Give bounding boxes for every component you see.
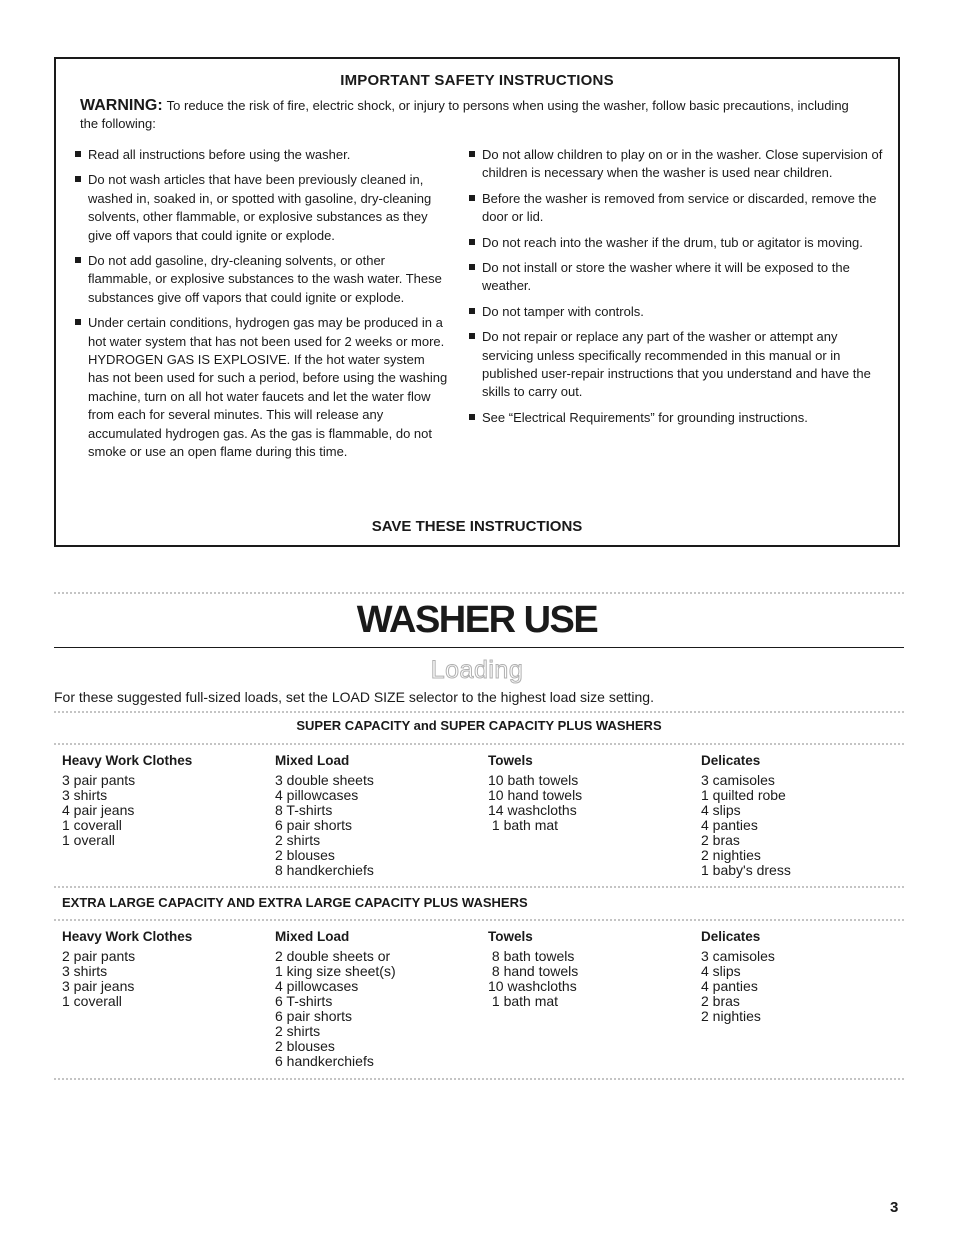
safety-item bbox=[468, 303, 888, 321]
load-item: 1 overall bbox=[62, 832, 115, 848]
safety-list-left bbox=[74, 146, 448, 469]
load-item: 1 coverall bbox=[62, 817, 122, 833]
subsection-title: Loading bbox=[430, 656, 524, 684]
load-item: 8 bath towels bbox=[488, 948, 575, 964]
bullet-square-icon bbox=[469, 308, 475, 314]
load-item: 4 pair jeans bbox=[62, 802, 135, 818]
safety-item bbox=[468, 409, 888, 427]
safety-title: IMPORTANT SAFETY INSTRUCTIONS bbox=[340, 72, 614, 89]
load-item: 1 bath mat bbox=[488, 993, 559, 1009]
safety-item bbox=[74, 146, 448, 164]
load-item: 4 panties bbox=[701, 978, 758, 994]
bullet-square-icon bbox=[75, 257, 81, 263]
warning-label: WARNING: bbox=[80, 97, 163, 114]
bullet-square-icon bbox=[469, 151, 475, 157]
section-title: WASHER USE bbox=[356, 599, 598, 641]
safety-item-text: Under certain conditions, hydrogen gas may be produced in a hot water system that has not been used for 2 weeks or more. HYDROGEN GAS IS EXPLOSIVE. If the hot water system has not been used for such a period, before using the washing machine, turn on all hot water faucets and let the water flow from each for several minutes. This will release any accumulated hydrogen gas. As the gas is flammable, do not smoke or use an open flame during this time. bbox=[88, 315, 448, 460]
safety-item bbox=[468, 190, 888, 227]
safety-item bbox=[468, 234, 888, 252]
title-rule bbox=[54, 647, 904, 648]
bullet-square-icon bbox=[75, 319, 81, 325]
load-column bbox=[488, 753, 688, 833]
safety-item-text: Do not install or store the washer where it will be exposed to the weather. bbox=[482, 260, 850, 294]
warning-text: To reduce the risk of fire, electric shock, or injury to persons when using the washer, follow basic precautions, including the following: bbox=[80, 98, 849, 131]
safety-item bbox=[74, 171, 448, 245]
load-item: 8 handkerchiefs bbox=[275, 862, 374, 878]
load-column bbox=[701, 929, 901, 1024]
safety-instructions-box bbox=[54, 57, 900, 547]
load-item: 2 pair pants bbox=[62, 948, 136, 964]
intro-text: For these suggested full-sized loads, set the LOAD SIZE selector to the highest load size setting. bbox=[54, 689, 654, 705]
divider bbox=[54, 711, 904, 713]
load-item: 2 blouses bbox=[275, 1038, 335, 1054]
load-column bbox=[275, 929, 475, 1069]
table-heading: EXTRA LARGE CAPACITY AND EXTRA LARGE CAPACITY PLUS WASHERS bbox=[62, 895, 528, 910]
load-item: 2 shirts bbox=[275, 832, 321, 848]
column-header: Mixed Load bbox=[275, 929, 350, 944]
load-item: 3 shirts bbox=[62, 963, 108, 979]
load-item: 1 king size sheet(s) bbox=[275, 963, 396, 979]
load-column bbox=[488, 929, 688, 1009]
safety-item-text: Do not allow children to play on or in the washer. Close supervision of children is necessary when the washer is used near children. bbox=[482, 147, 883, 181]
load-item: 3 pair pants bbox=[62, 772, 136, 788]
safety-item-text: Do not wash articles that have been previously cleaned in, washed in, soaked in, or spotted with gasoline, dry-cleaning solvents, other flammable, or explosive substances as they give off vapors that could ignite or explode. bbox=[88, 172, 432, 243]
load-item: 1 baby's dress bbox=[701, 862, 791, 878]
bullet-square-icon bbox=[469, 239, 475, 245]
load-item: 3 camisoles bbox=[701, 948, 775, 964]
bullet-square-icon bbox=[75, 151, 81, 157]
load-item: 2 bras bbox=[701, 993, 740, 1009]
safety-list-right bbox=[468, 146, 888, 434]
load-item: 4 pillowcases bbox=[275, 978, 359, 994]
load-item: 4 slips bbox=[701, 802, 741, 818]
load-item: 2 blouses bbox=[275, 847, 335, 863]
load-item: 2 shirts bbox=[275, 1023, 321, 1039]
column-header: Delicates bbox=[701, 753, 761, 768]
divider bbox=[54, 1078, 904, 1080]
load-item: 3 pair jeans bbox=[62, 978, 135, 994]
bullet-square-icon bbox=[469, 414, 475, 420]
load-item: 2 bras bbox=[701, 832, 740, 848]
safety-item-text: Do not reach into the washer if the drum, tub or agitator is moving. bbox=[482, 234, 863, 250]
bullet-square-icon bbox=[469, 264, 475, 270]
load-column bbox=[275, 753, 475, 878]
save-instructions-title: SAVE THESE INSTRUCTIONS bbox=[371, 518, 583, 535]
load-item: 1 coverall bbox=[62, 993, 122, 1009]
safety-item-text: Before the washer is removed from service or discarded, remove the door or lid. bbox=[482, 190, 877, 225]
safety-item bbox=[74, 314, 448, 461]
bullet-square-icon bbox=[469, 195, 475, 201]
load-item: 10 hand towels bbox=[488, 787, 583, 803]
divider bbox=[54, 919, 904, 921]
bullet-square-icon bbox=[75, 176, 81, 182]
safety-item bbox=[468, 259, 888, 296]
load-column bbox=[701, 753, 901, 878]
load-item: 4 slips bbox=[701, 963, 741, 979]
safety-item bbox=[468, 146, 888, 183]
column-header: Mixed Load bbox=[275, 753, 350, 768]
load-item: 2 nighties bbox=[701, 847, 761, 863]
divider bbox=[54, 592, 904, 594]
load-item: 2 nighties bbox=[701, 1008, 761, 1024]
load-item: 3 shirts bbox=[62, 787, 108, 803]
table-heading: SUPER CAPACITY and SUPER CAPACITY PLUS WASHERS bbox=[296, 718, 662, 733]
safety-item-text: Read all instructions before using the washer. bbox=[88, 147, 351, 162]
load-item: 10 bath towels bbox=[488, 772, 579, 788]
load-item: 2 double sheets or bbox=[275, 948, 391, 964]
load-item: 3 double sheets bbox=[275, 772, 374, 788]
load-item: 1 quilted robe bbox=[701, 787, 786, 803]
load-item: 14 washcloths bbox=[488, 802, 577, 818]
load-item: 3 camisoles bbox=[701, 772, 775, 788]
divider bbox=[54, 886, 904, 888]
load-item: 8 hand towels bbox=[488, 963, 579, 979]
load-item: 8 T-shirts bbox=[275, 802, 333, 818]
safety-item bbox=[468, 328, 888, 402]
column-header: Heavy Work Clothes bbox=[62, 753, 193, 768]
column-header: Towels bbox=[488, 753, 533, 768]
load-column bbox=[62, 753, 262, 848]
page-number: 3 bbox=[890, 1199, 899, 1216]
load-item: 4 panties bbox=[701, 817, 758, 833]
column-header: Towels bbox=[488, 929, 533, 944]
load-item: 1 bath mat bbox=[488, 817, 559, 833]
safety-item-text: See “Electrical Requirements” for grounding instructions. bbox=[482, 409, 808, 425]
load-item: 4 pillowcases bbox=[275, 787, 359, 803]
load-item: 6 pair shorts bbox=[275, 1008, 353, 1024]
load-item: 6 handkerchiefs bbox=[275, 1053, 374, 1069]
safety-item-text: Do not repair or replace any part of the washer or attempt any servicing unless specifically recommended in this manual or in published user-repair instructions that you understand and have the skills to carry out. bbox=[482, 329, 871, 400]
load-item: 6 pair shorts bbox=[275, 817, 353, 833]
safety-item-text: Do not add gasoline, dry-cleaning solvents, or other flammable, or explosive substances to the wash water. These substances give off vapors that could ignite or explode. bbox=[88, 253, 442, 305]
column-header: Heavy Work Clothes bbox=[62, 929, 193, 944]
load-column bbox=[62, 929, 262, 1009]
load-item: 10 washcloths bbox=[488, 978, 577, 994]
divider bbox=[54, 743, 904, 745]
warning-paragraph bbox=[80, 97, 868, 133]
safety-item bbox=[74, 252, 448, 307]
safety-item-text: Do not tamper with controls. bbox=[482, 303, 644, 319]
load-item: 6 T-shirts bbox=[275, 993, 333, 1009]
bullet-square-icon bbox=[469, 333, 475, 339]
column-header: Delicates bbox=[701, 929, 761, 944]
